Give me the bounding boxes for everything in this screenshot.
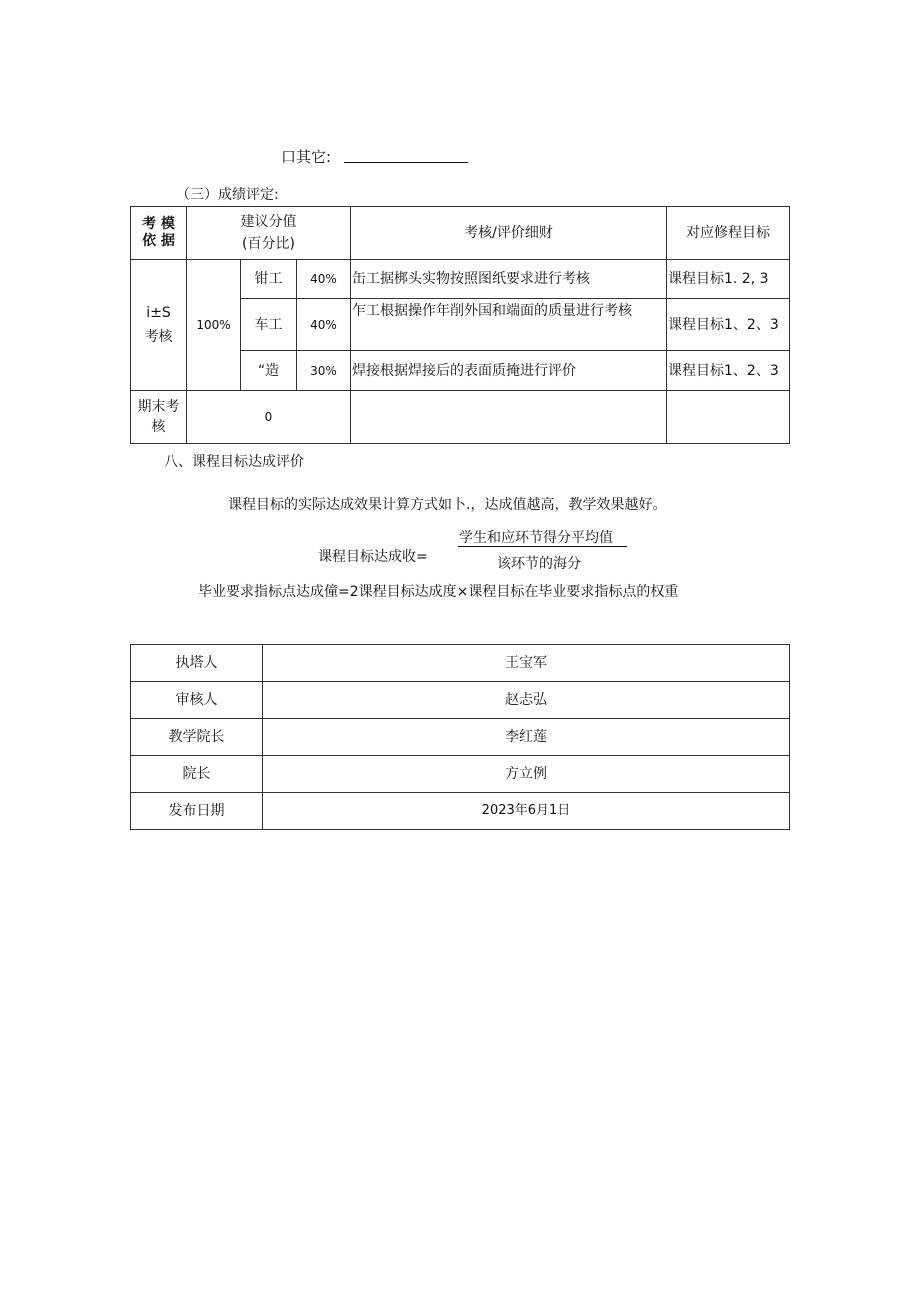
signoff-value: 方立例 bbox=[263, 756, 790, 793]
header-score bbox=[187, 207, 351, 260]
header-score-line1: 建议分值 bbox=[240, 214, 297, 230]
group1-total: 100% bbox=[187, 260, 241, 391]
signoff-row bbox=[131, 719, 790, 756]
row2-pct: 40% bbox=[297, 299, 351, 351]
group2-detail bbox=[351, 391, 667, 444]
signoff-table bbox=[130, 644, 790, 830]
row1-item: 钳工 bbox=[241, 260, 297, 299]
row3-item: “造 bbox=[241, 351, 297, 391]
section8-intro: 课程目标的实际达成效果计算方式如卜.，达成值越高，教学效果越好。 bbox=[228, 497, 667, 513]
header-score-line2: (百分比) bbox=[242, 236, 295, 252]
signoff-value: 王宝军 bbox=[263, 645, 790, 682]
signoff-value: 赵忐弘 bbox=[263, 682, 790, 719]
signoff-row bbox=[131, 756, 790, 793]
formula-fraction-line bbox=[458, 546, 627, 547]
row3-detail: 焊接根据焊接后的表面质掩进行评价 bbox=[351, 351, 667, 391]
signoff-label: 执塔人 bbox=[131, 645, 263, 682]
row1-detail: 缶工据梆头实物按照图纸要求进行考核 bbox=[351, 260, 667, 299]
signoff-label: 审核人 bbox=[131, 682, 263, 719]
row2-target: 课程目标1、2、3 bbox=[667, 299, 790, 351]
formula2: 毕业要求指标点达成僮=2课程目标达成度×课程目标在毕业要求指标点的权重 bbox=[198, 584, 679, 600]
formula-denominator: 该环节的海分 bbox=[497, 556, 581, 572]
grading-heading: （三）成绩评定: bbox=[176, 187, 279, 203]
other-option-blank bbox=[344, 162, 468, 163]
header-detail: 考核/评价细财 bbox=[351, 207, 667, 260]
signoff-value: 李红莲 bbox=[263, 719, 790, 756]
section8-heading: 八、课程目标达成评价 bbox=[164, 454, 304, 470]
group2-target bbox=[667, 391, 790, 444]
other-option-label: 口其它: bbox=[281, 148, 332, 166]
signoff-label: 发布日期 bbox=[131, 793, 263, 830]
row2-detail: 乍工根据操作年削外国和端面的质量进行考核 bbox=[351, 299, 667, 351]
group1-basis: i±S 考核 bbox=[131, 260, 187, 391]
formula-label: 课程目标达成收= bbox=[318, 549, 428, 565]
grading-table bbox=[130, 206, 790, 444]
formula-numerator: 学生和应环节得分平均值 bbox=[459, 530, 613, 546]
header-target: 对应修程目标 bbox=[667, 207, 790, 260]
signoff-label: 院长 bbox=[131, 756, 263, 793]
row1-pct: 40% bbox=[297, 260, 351, 299]
row3-target: 课程目标1、2、3 bbox=[667, 351, 790, 391]
row3-pct: 30% bbox=[297, 351, 351, 391]
signoff-label: 教学院长 bbox=[131, 719, 263, 756]
header-basis: 考 模 依 据 bbox=[131, 207, 187, 260]
row1-target: 课程目标1. 2, 3 bbox=[667, 260, 790, 299]
signoff-row bbox=[131, 645, 790, 682]
signoff-row bbox=[131, 682, 790, 719]
group2-basis: 期末考 核 bbox=[131, 391, 187, 444]
group2-total: 0 bbox=[187, 391, 351, 444]
row2-item: 车工 bbox=[241, 299, 297, 351]
signoff-row bbox=[131, 793, 790, 830]
signoff-value: 2023年6月1日 bbox=[263, 793, 790, 830]
